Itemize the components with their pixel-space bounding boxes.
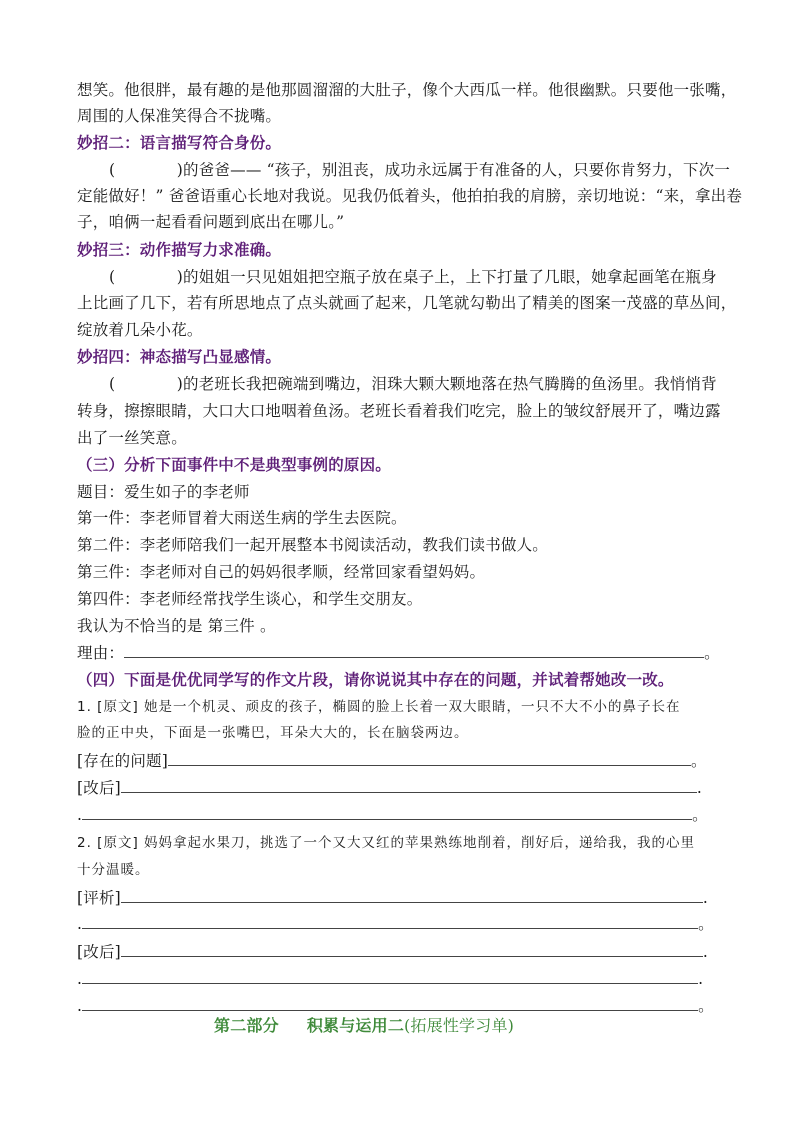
answer-line bbox=[77, 616, 719, 636]
line-start: . bbox=[77, 806, 83, 824]
answer-value[interactable]: 第三件 bbox=[207, 617, 255, 635]
part-label: 第二部分 bbox=[214, 1016, 279, 1035]
line-start: . bbox=[77, 997, 83, 1015]
paragraph-line bbox=[77, 267, 719, 287]
reason-label: 理由： bbox=[77, 644, 125, 662]
paragraph-text: 的姐姐一只见姐姐把空瓶子放在桌子上，上下打量了几眼，她拿起画笔在瓶身 bbox=[183, 268, 717, 286]
part-name: 积累与运用二 bbox=[306, 1016, 405, 1035]
paragraph-line: 出了一丝笑意。 bbox=[77, 429, 187, 447]
paragraph-line: 转身，擦擦眼睛，大口大口地咽着鱼汤。老班长看着我们吃完，脸上的皱纹舒展开了，嘴边露 bbox=[77, 402, 721, 420]
continuation-blank[interactable] bbox=[82, 914, 698, 929]
line-end: . bbox=[698, 970, 704, 988]
revise-line bbox=[77, 942, 719, 962]
continuation-line bbox=[77, 996, 719, 1016]
paragraph-line: 周围的人保准笑得合不拢嘴。 bbox=[77, 107, 282, 125]
original-text-line: 2. [原文] 妈妈拿起水果刀，挑选了一个又大又红的苹果熟练地削着，削好后，递给我，我的心里 bbox=[77, 835, 695, 851]
part-subtitle: (拓展性学习单) bbox=[404, 1016, 515, 1035]
original-text-line: 1. [原文] 她是一个机灵、顽皮的孩子，椭圆的脸上长着一双大眼睛，一只不大不小的鼻子长在 bbox=[77, 699, 681, 715]
line-end: . bbox=[696, 779, 703, 797]
answer-blank[interactable]: ( ) bbox=[109, 161, 184, 179]
reason-blank[interactable] bbox=[124, 643, 704, 658]
paragraph-text: 的爸爸—— “孩子，别沮丧，成功永远属于有准备的人，只要你肯努力，下次一 bbox=[183, 161, 731, 179]
problem-label: [存在的问题] bbox=[77, 752, 168, 770]
paragraph-line: 想笑。他很胖，最有趣的是他那圆溜溜的大肚子，像个大西瓜一样。他很幽默。只要他一张嘴， bbox=[77, 81, 737, 99]
revise-blank[interactable] bbox=[121, 778, 697, 793]
continuation-blank[interactable] bbox=[82, 996, 698, 1011]
paragraph-line: 绽放着几朵小花。 bbox=[77, 321, 203, 339]
problem-line bbox=[77, 751, 719, 771]
continuation-blank[interactable] bbox=[82, 969, 698, 984]
answer-prefix: 我认为不恰当的是 bbox=[77, 617, 203, 635]
line-end: 。 bbox=[692, 806, 708, 824]
analysis-line bbox=[77, 888, 719, 908]
original-text-line: 十分温暖。 bbox=[77, 862, 150, 878]
line-end: 。 bbox=[691, 752, 707, 770]
part-title bbox=[214, 1016, 794, 1036]
paragraph-line bbox=[77, 374, 719, 394]
line-end: . bbox=[702, 889, 709, 907]
event-item: 第三件：李老师对自己的妈妈很孝顺，经常回家看望妈妈。 bbox=[77, 563, 486, 581]
continuation-line bbox=[77, 969, 719, 989]
continuation-line bbox=[77, 914, 719, 934]
event-item: 第四件：李老师经常找学生谈心，和学生交朋友。 bbox=[77, 590, 423, 608]
line-end: . bbox=[702, 943, 709, 961]
revise-line bbox=[77, 778, 719, 798]
paragraph-line: 上比画了几下，若有所思地点了点头就画了起来，几笔就勾勒出了精美的图案一茂盛的草丛间， bbox=[77, 294, 737, 312]
paragraph-line: 定能做好！” 爸爸语重心长地对我说。见我仍低着头，他拍拍我的肩膀，亲切地说：“来，拿出卷 bbox=[77, 187, 743, 205]
revise-label: [改后] bbox=[77, 779, 121, 797]
tip-heading: 妙招四：神态描写凸显感情。 bbox=[77, 347, 282, 366]
answer-end: 。 bbox=[260, 617, 276, 635]
revise-blank[interactable] bbox=[121, 942, 703, 957]
paragraph-line: 子，咱俩一起看看问题到底出在哪儿。” bbox=[77, 213, 345, 231]
original-text-line: 脸的正中央，下面是一张嘴巴，耳朵大大的，长在脑袋两边。 bbox=[77, 725, 469, 741]
problem-blank[interactable] bbox=[168, 751, 691, 766]
paragraph-text: 的老班长我把碗端到嘴边，泪珠大颗大颗地落在热气腾腾的鱼汤里。我悄悄背 bbox=[183, 375, 717, 393]
continuation-blank[interactable] bbox=[82, 805, 692, 820]
line-end: 。 bbox=[704, 644, 720, 662]
event-item: 第二件：李老师陪我们一起开展整本书阅读活动，教我们读书做人。 bbox=[77, 536, 549, 554]
answer-blank[interactable]: ( ) bbox=[109, 375, 184, 393]
tip-heading: 妙招三：动作描写力求准确。 bbox=[77, 240, 282, 259]
analysis-blank[interactable] bbox=[121, 888, 703, 903]
tip-heading: 妙招二：语言描写符合身份。 bbox=[77, 133, 282, 152]
continuation-line bbox=[77, 805, 719, 825]
line-start: . bbox=[77, 915, 83, 933]
section-heading: （四）下面是优优同学写的作文片段，请你说说其中存在的问题，并试着帮她改一改。 bbox=[77, 670, 674, 689]
revise-label: [改后] bbox=[77, 943, 121, 961]
event-item: 第一件：李老师冒着大雨送生病的学生去医院。 bbox=[77, 509, 407, 527]
line-start: . bbox=[77, 970, 83, 988]
answer-blank[interactable]: ( ) bbox=[109, 268, 184, 286]
section-heading: （三）分析下面事件中不是典型事例的原因。 bbox=[77, 455, 392, 474]
analysis-label: [评析] bbox=[77, 889, 121, 907]
paragraph-line bbox=[77, 160, 731, 180]
line-end: 。 bbox=[698, 997, 714, 1015]
line-end: 。 bbox=[698, 915, 714, 933]
topic-line: 题目：爱生如子的李老师 bbox=[77, 483, 250, 501]
reason-line bbox=[77, 643, 719, 663]
